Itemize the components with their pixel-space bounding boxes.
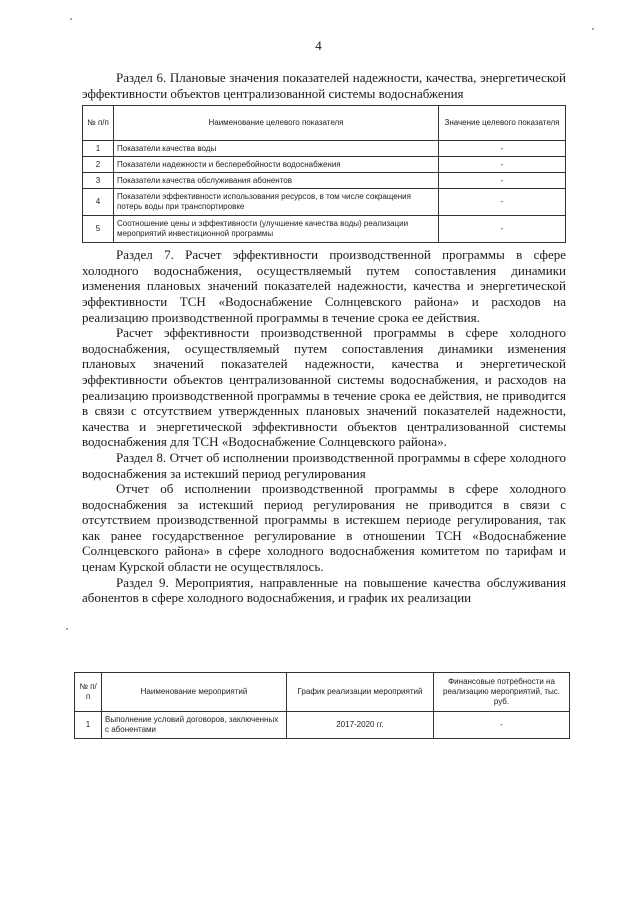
section7-body: Расчет эффективности производственной программы в сфере холодного водоснабжения, осуществляемый путем сопоставления динамики изменения плановых значений показателей надежности, качества и энергетической эффективности объектов централизованной системы водоснабжения, и расходов на реализацию производственной программы в течение срока ее действия, не приводится в связи с отсутствием утвержденных плановых значений показателей надежности, качества и энергетической эффективности объектов централизованной системы водоснабжения для ТСН «Водоснабжение Солнцевского района». — [82, 325, 566, 450]
row-number: 1 — [75, 712, 102, 739]
row-number: 5 — [83, 216, 114, 243]
row-indicator: Показатели качества воды — [114, 141, 439, 157]
row-number: 4 — [83, 189, 114, 216]
table-row — [83, 189, 566, 216]
row-number: 3 — [83, 173, 114, 189]
row-schedule: 2017-2020 гг. — [287, 712, 434, 739]
col-number-header: № п/п — [83, 106, 114, 141]
measures-table — [74, 672, 570, 739]
table-row — [83, 173, 566, 189]
indicators-table — [82, 105, 566, 243]
row-value: - — [439, 157, 566, 173]
row-indicator: Соотношение цены и эффективности (улучшение качества воды) реализации мероприятий инвестиционной программы — [114, 216, 439, 243]
col-schedule-header: График реализации мероприятий — [287, 673, 434, 712]
row-value: - — [439, 173, 566, 189]
table-header-row — [75, 673, 570, 712]
col-indicator-header: Наименование целевого показателя — [114, 106, 439, 141]
row-number: 1 — [83, 141, 114, 157]
col-number-header: № п/п — [75, 673, 102, 712]
col-measure-header: Наименование мероприятий — [102, 673, 287, 712]
section8-body: Отчет об исполнении производственной программы в сфере холодного водоснабжения за истекший период регулирования не приводится в связи с отсутствием производственной программы в истекшем периоде регулирования, так как ранее государственное регулирование в отношении ТСН «Водоснабжение Солнцевского района» в сфере холодного водоснабжения комитетом по тарифам и ценам Курской области не осуществлялось. — [82, 481, 566, 575]
table-row — [83, 141, 566, 157]
col-value-header: Значение целевого показателя — [439, 106, 566, 141]
section8-heading: Раздел 8. Отчет об исполнении производственной программы в сфере холодного водоснабжения за истекший период регулирования — [82, 449, 566, 481]
table-row — [83, 157, 566, 173]
row-finance: - — [434, 712, 570, 739]
scan-speck — [592, 28, 594, 30]
document-body — [82, 70, 566, 606]
section6-heading: Раздел 6. Плановые значения показателей надежности, качества, энергетической эффективности объектов централизованной системы водоснабжения — [82, 70, 566, 101]
row-indicator: Показатели эффективности использования ресурсов, в том числе сокращения потерь воды при транспортировке — [114, 189, 439, 216]
scan-speck — [70, 18, 72, 20]
row-value: - — [439, 189, 566, 216]
section9-heading: Раздел 9. Мероприятия, направленные на повышение качества обслуживания абонентов в сфере холодного водоснабжения, и график их реализации — [82, 574, 566, 606]
table-row — [83, 216, 566, 243]
row-number: 2 — [83, 157, 114, 173]
row-measure: Выполнение условий договоров, заключенных с абонентами — [102, 712, 287, 739]
row-value: - — [439, 216, 566, 243]
table-header-row — [83, 106, 566, 141]
table-row — [75, 712, 570, 739]
col-finance-header: Финансовые потребности на реализацию мероприятий, тыс. руб. — [434, 673, 570, 712]
row-indicator: Показатели качества обслуживания абонентов — [114, 173, 439, 189]
scan-speck — [66, 628, 68, 630]
row-value: - — [439, 141, 566, 157]
section7-heading: Раздел 7. Расчет эффективности производственной программы в сфере холодного водоснабжения, осуществляемый путем сопоставления динамики изменения плановых значений показателей надежности, качества и энергетической эффективности ТСН «Водоснабжение Солнцевского района» и расходов на реализацию производственной программы в течение срока ее действия. — [82, 247, 566, 325]
row-indicator: Показатели надежности и бесперебойности водоснабжения — [114, 157, 439, 173]
page-number: 4 — [315, 38, 322, 53]
